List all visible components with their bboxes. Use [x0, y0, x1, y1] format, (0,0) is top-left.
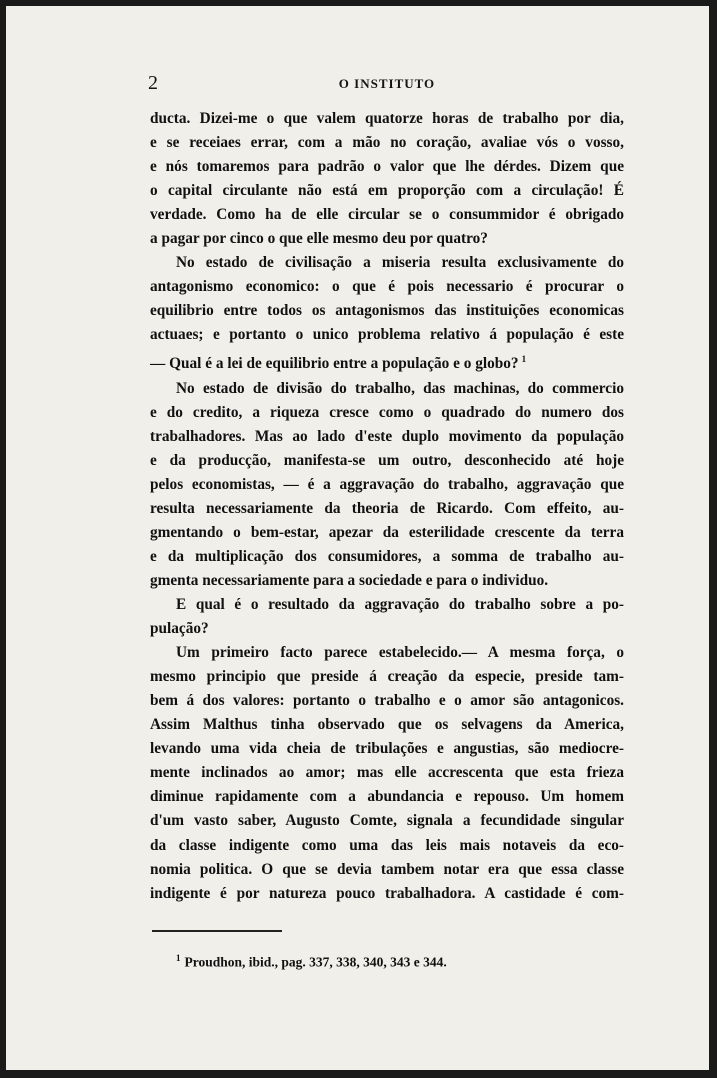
text-line: No estado de civilisação a miseria resulta exclusivamente do — [176, 254, 624, 272]
text-line: e da multiplicação dos consumidores, a somma de trabalho au- — [150, 547, 624, 565]
footnote — [176, 953, 447, 971]
text-line: Assim Malthus tinha observado que os selvagens da America, — [150, 716, 624, 734]
text-line: equilibrio entre todos os antagonismos das instituições economicas — [150, 302, 624, 320]
text-line: bem á dos valores: portanto o trabalho e o amor são antagonicos. — [150, 692, 624, 710]
text-line — [150, 347, 624, 376]
text-line: indigente é por natureza pouco trabalhadora. A castidade é com- — [150, 884, 624, 902]
text-line: d'um vasto saber, Augusto Comte, signala a fecundidade singular — [150, 812, 624, 830]
text-line: antagonismo economico: o que é pois necessario é procurar o — [150, 278, 624, 296]
text-line: actuaes; e portanto o unico problema relativo á população é este — [150, 326, 624, 344]
text-line: pelos economistas, — é a aggravação do trabalho, aggravação que — [150, 475, 624, 493]
text-line: o capital circulante não está em proporção com a circulação! É — [150, 182, 624, 200]
text-line: gmenta necessariamente para a sociedade e para o individuo. — [150, 571, 549, 589]
text-line: e do credito, a riqueza cresce como o quadrado do numero dos — [150, 403, 624, 421]
text-line: resulta necessariamente da theoria de Ricardo. Com effeito, au- — [150, 499, 624, 517]
text-line: e se receiaes errar, com a mão no coração, avaliae vós o vosso, — [150, 134, 624, 152]
text-line-content: — Qual é a lei de equilibrio entre a população e o globo? — [150, 355, 519, 373]
text-line: verdade. Como ha de elle circular se o consummidor é obrigado — [150, 206, 624, 224]
footnote-marker: 1 — [176, 953, 181, 963]
footnote-reference: 1 — [521, 354, 527, 365]
text-line: pulação? — [150, 620, 209, 638]
text-line: mente inclinados ao amor; mas elle accrescenta que esta frieza — [150, 764, 624, 782]
text-line: E qual é o resultado da aggravação do trabalho sobre a po- — [176, 596, 624, 614]
text-line: e da producção, manifesta-se um outro, desconhecido até hoje — [150, 451, 624, 469]
text-line: e nós tomaremos para padrão o valor que lhe dérdes. Dizem que — [150, 158, 624, 176]
text-line: trabalhadores. Mas ao lado d'este duplo movimento da população — [150, 427, 624, 445]
text-line: a pagar por cinco o que elle mesmo deu por quatro? — [150, 230, 488, 248]
text-line: gmentando o bem-estar, apezar da esterilidade crescente da terra — [150, 523, 624, 541]
running-title: O INSTITUTO — [338, 76, 436, 91]
text-line: ducta. Dizei-me o que valem quatorze horas de trabalho por dia, — [150, 110, 624, 127]
footnote-divider — [152, 930, 282, 932]
page-header — [148, 72, 626, 96]
text-line: Um primeiro facto parece estabelecido.— A mesma força, o — [176, 644, 624, 662]
text-line: nomia politica. O que se devia tambem notar era que essa classe — [150, 860, 624, 878]
text-line: mesmo principio que preside á creação da especie, preside tam- — [150, 668, 624, 686]
document-page — [6, 6, 709, 1070]
body-text — [150, 107, 624, 906]
text-line: levando uma vida cheia de tribulações e angustias, são mediocre- — [150, 740, 624, 758]
text-line: da classe indigente como uma das leis mais notaveis da eco- — [150, 836, 624, 854]
text-line: No estado de divisão do trabalho, das machinas, do commercio — [176, 379, 624, 397]
page-number: 2 — [148, 72, 158, 94]
text-line: diminue rapidamente com a abundancia e repouso. Um homem — [150, 788, 624, 806]
footnote-text: Proudhon, ibid., pag. 337, 338, 340, 343 e 344. — [184, 954, 447, 970]
